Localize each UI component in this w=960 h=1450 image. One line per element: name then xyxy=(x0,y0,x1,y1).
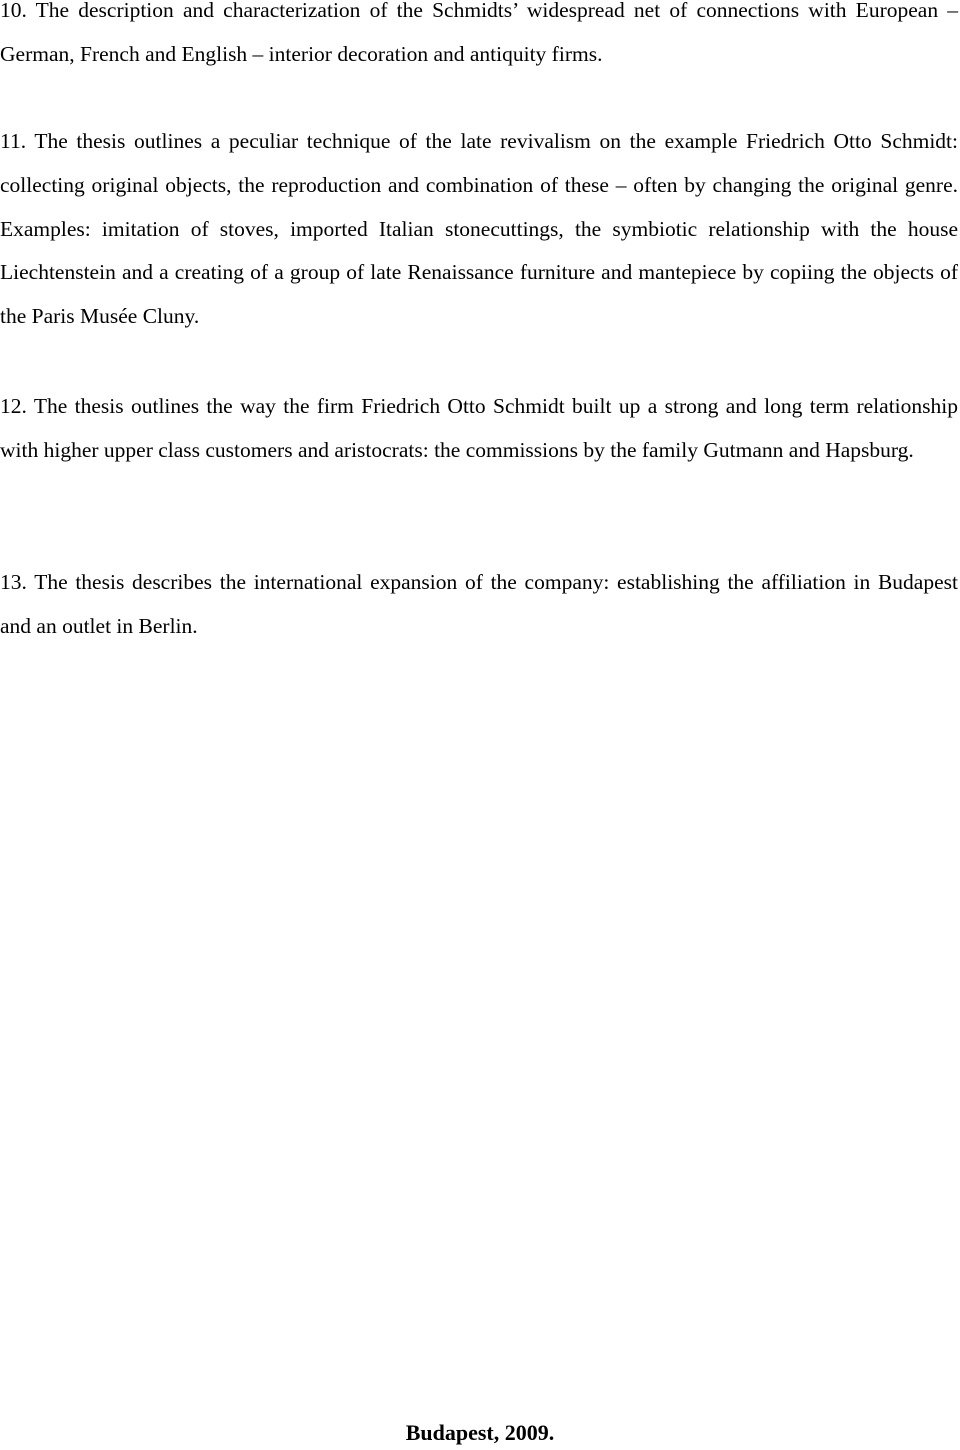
paragraph-number: 11. xyxy=(0,129,27,153)
paragraph-13 xyxy=(0,561,958,649)
paragraph-text: The description and characterization of the Schmidts’ widespread net of connections with European – German, French and English – interior decoration and antiquity firms. xyxy=(0,0,958,66)
paragraph-11 xyxy=(0,120,958,339)
paragraph-text: The thesis outlines the way the firm Friedrich Otto Schmidt built up a strong and long term relationship with higher upper class customers and aristocrats: the commissions by the family Gutmann and Hapsburg. xyxy=(0,394,958,462)
paragraph-number: 13. xyxy=(0,570,27,594)
paragraph-number: 10. xyxy=(0,0,27,22)
paragraph-number: 12. xyxy=(0,394,27,418)
footer-place-date: Budapest, 2009. xyxy=(405,1420,555,1445)
paragraph-10 xyxy=(0,0,958,77)
paragraph-text: The thesis outlines a peculiar technique of the late revivalism on the example Friedrich Otto Schmidt: collecting original objects, the reproduction and combination of these – often by changing the original genre. Examples: imitation of stoves, imported Italian stonecuttings, the symbiotic relationship with the house Liechtenstein and a creating of a group of late Renaissance furniture and mantepiece by copiing the objects of the Paris Musée Cluny. xyxy=(0,129,959,329)
paragraph-12 xyxy=(0,385,958,473)
paragraph-text: The thesis describes the international expansion of the company: establishing the affiliation in Budapest and an outlet in Berlin. xyxy=(0,570,958,638)
